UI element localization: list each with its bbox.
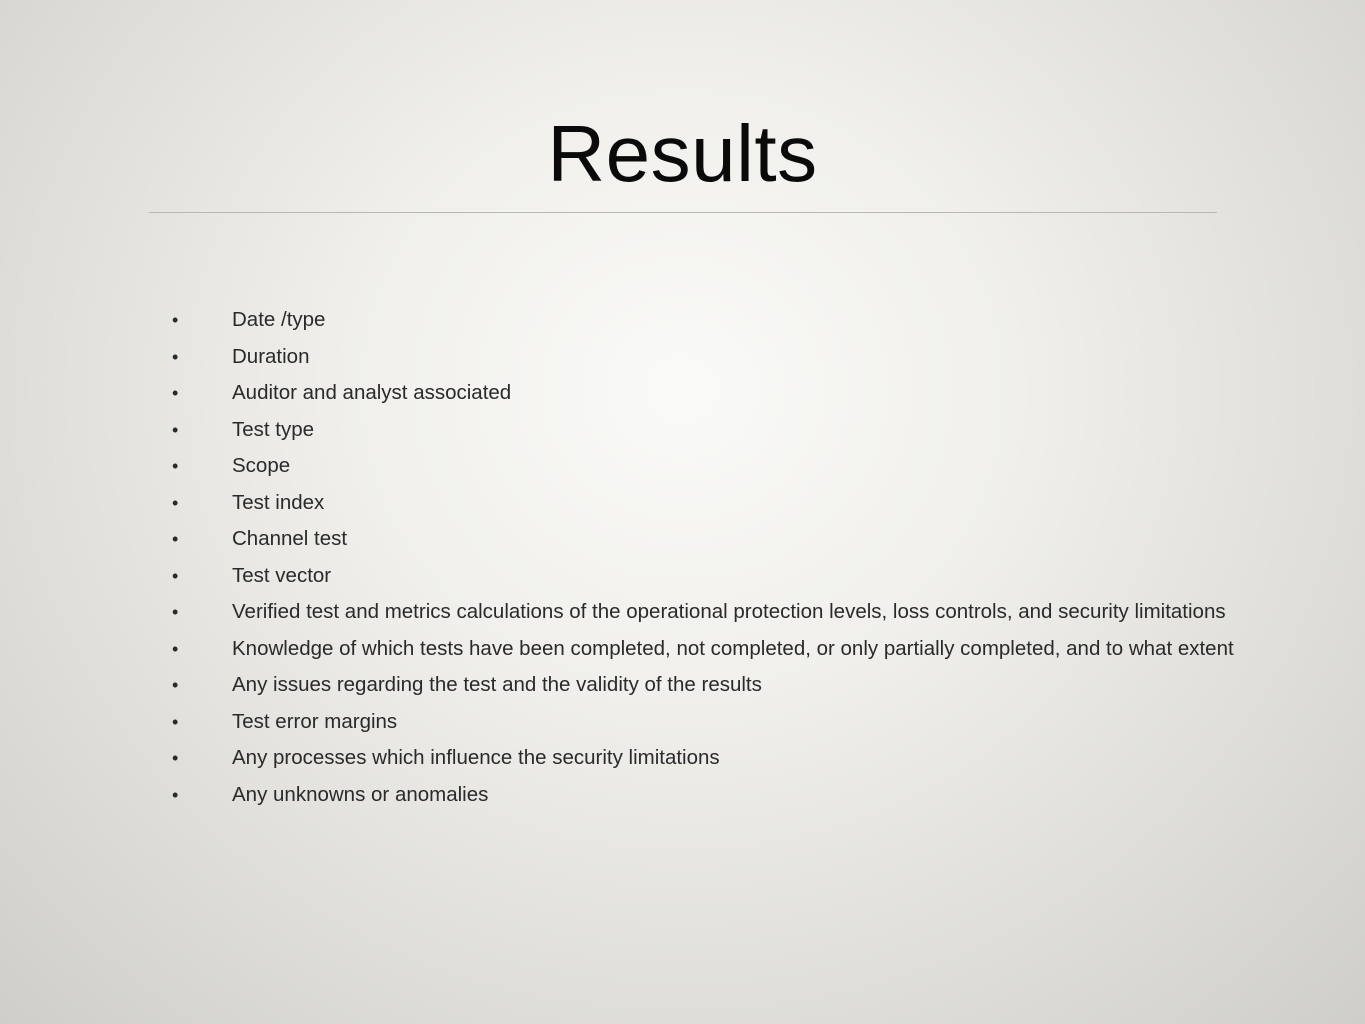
list-item — [168, 635, 1238, 663]
list-item — [168, 781, 1238, 809]
list-item — [168, 306, 1238, 334]
bullet-icon: • — [172, 529, 179, 549]
list-item — [168, 452, 1238, 480]
list-item — [168, 379, 1238, 407]
list-item-text: Date /type — [232, 308, 326, 331]
bullet-icon: • — [172, 711, 179, 732]
list-item-text: Any processes which influence the security limitations — [232, 746, 720, 769]
list-item — [168, 416, 1238, 444]
list-item-text: Test error margins — [232, 709, 398, 733]
slide-title: Results — [547, 109, 818, 198]
bullet-icon: • — [172, 602, 179, 622]
list-item-text: Test vector — [232, 563, 332, 587]
bullet-icon: • — [172, 456, 179, 476]
list-item — [168, 708, 1238, 736]
list-item-text: Test type — [232, 417, 315, 441]
list-item-text: Channel test — [232, 527, 348, 550]
bullet-icon: • — [172, 638, 179, 659]
bullet-icon: • — [172, 675, 179, 695]
list-item — [168, 525, 1238, 553]
list-item — [168, 562, 1238, 590]
list-item-text: Scope — [232, 454, 291, 477]
bullet-icon: • — [172, 748, 179, 768]
list-item-text: Verified test and metrics calculations of the operational protection levels, loss controls, and security limitations — [232, 600, 1226, 623]
title-divider — [149, 212, 1217, 213]
bullet-icon: • — [172, 310, 179, 330]
list-item-text: Auditor and analyst associated — [232, 381, 512, 404]
bullet-icon: • — [172, 383, 179, 403]
bullet-icon: • — [172, 784, 179, 805]
list-item-text: Duration — [232, 344, 310, 368]
bullet-list — [168, 306, 1238, 817]
list-item-text: Test index — [232, 490, 325, 514]
list-item — [168, 671, 1238, 699]
list-item — [168, 744, 1238, 772]
list-item-text: Any issues regarding the test and the validity of the results — [232, 673, 762, 696]
list-item — [168, 489, 1238, 517]
bullet-icon: • — [172, 419, 179, 440]
list-item — [168, 598, 1238, 626]
list-item-text: Knowledge of which tests have been completed, not completed, or only partially completed, and to what extent — [232, 636, 1234, 660]
bullet-icon: • — [172, 492, 179, 513]
bullet-icon: • — [172, 346, 179, 367]
bullet-icon: • — [172, 565, 179, 586]
list-item-text: Any unknowns or anomalies — [232, 782, 489, 806]
list-item — [168, 343, 1238, 371]
